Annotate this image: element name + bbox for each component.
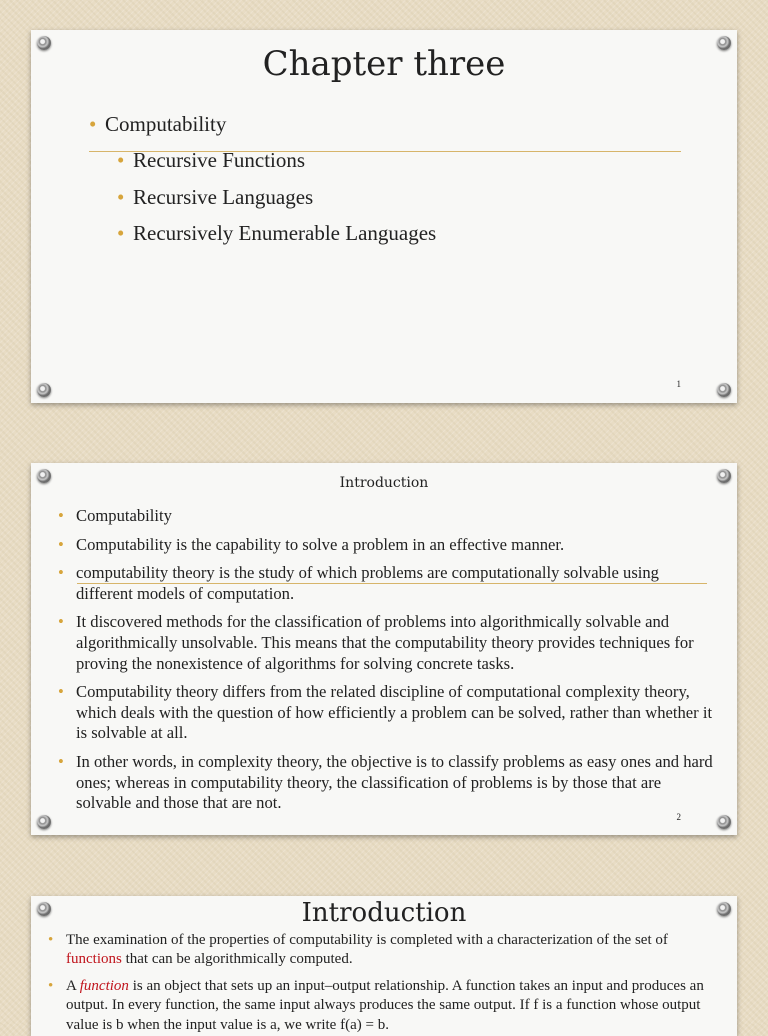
outline-level-1 — [89, 112, 709, 142]
bullet-icon: • — [58, 751, 64, 771]
bullet-icon: • — [117, 148, 125, 172]
bullet-icon: • — [58, 612, 64, 632]
list-item: • Recursively Enumerable Languages — [117, 221, 437, 245]
list-item: • In other words, in complexity theory, the objective is to classify problems as easy ones and hard ones; whereas in computability theory, the classification of problems is by those that are solvable and those that are not. — [58, 751, 713, 813]
slide-3 — [31, 896, 737, 1036]
slide-2 — [31, 463, 737, 835]
outline-level-2 — [117, 148, 677, 258]
bullet-list — [58, 506, 718, 822]
screw-icon — [717, 815, 731, 829]
list-item: • Recursive Languages — [117, 184, 314, 209]
list-item: • Computability is the capability to solve a problem in an effective manner. — [58, 534, 565, 554]
list-item: • Computability theory differs from the related discipline of computational complexity theory, which deals with the question of how efficiently a problem can be solved, rather than whether it is solvable at all. — [58, 682, 713, 743]
slide-title: Chapter three — [262, 44, 506, 84]
list-item: • A function is an object that sets up an input–output relationship. A function takes an input and produces an output. In every function, the same input always produces the same output. If f is a function whose output value is b when the input value is a, we write f(a) = b. — [48, 977, 704, 1033]
page-number: 1 — [676, 379, 681, 389]
screw-icon — [37, 383, 51, 397]
slide-title: Introduction — [301, 898, 467, 928]
list-item: • Recursive Functions — [117, 148, 306, 172]
bullet-icon: • — [117, 221, 125, 245]
list-item: • The examination of the properties of computability is completed with a characterization of the set of functions that can be algorithmically computed. — [48, 932, 668, 968]
highlighted-term: function — [79, 977, 129, 994]
slide-title: Introduction — [339, 475, 429, 491]
bullet-icon: • — [58, 534, 64, 554]
bullet-icon: • — [89, 112, 97, 136]
list-item: • Computability — [58, 506, 172, 525]
bullet-icon: • — [58, 506, 64, 525]
highlighted-term: functions — [66, 951, 122, 968]
bullet-list — [48, 931, 718, 1036]
bullet-icon: • — [58, 682, 64, 702]
list-item: • Computability — [89, 112, 227, 136]
slide-1 — [31, 30, 737, 403]
screw-icon — [717, 383, 731, 397]
list-item: • It discovered methods for the classification of problems into algorithmically solvable and algorithmically unsolvable. This means that the computability theory provides techniques for proving the nonexistence of algorithms for solving concrete tasks. — [58, 612, 694, 673]
bullet-icon: • — [117, 184, 125, 209]
bullet-icon: • — [48, 932, 54, 948]
screw-icon — [37, 815, 51, 829]
bullet-icon: • — [58, 563, 64, 583]
page-number: 2 — [676, 812, 681, 822]
bullet-icon: • — [48, 977, 54, 994]
list-item: • computability theory is the study of which problems are computationally solvable using different models of computation. — [58, 563, 659, 603]
